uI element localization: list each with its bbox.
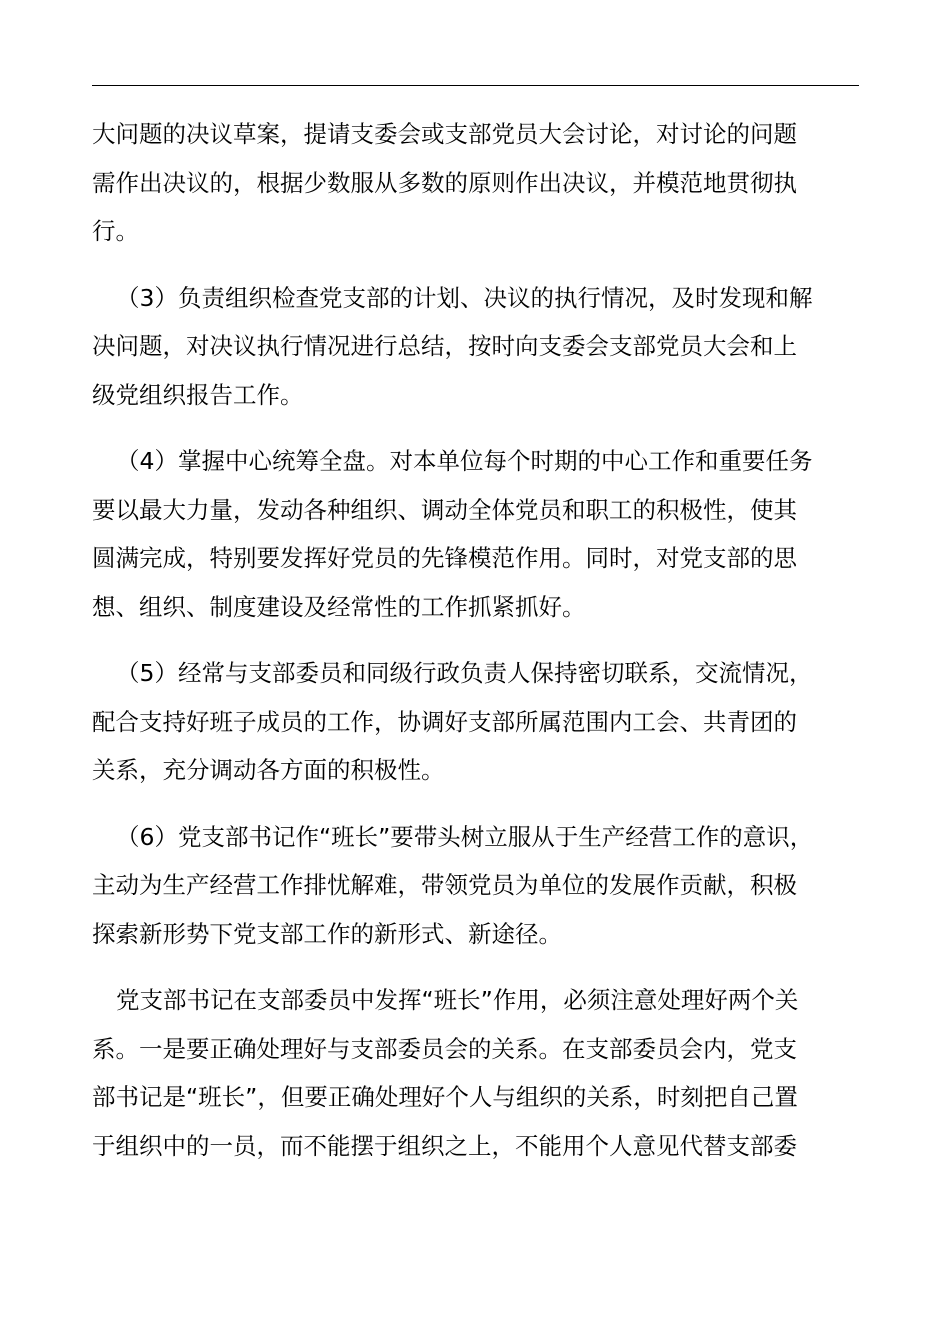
text-line: 党支部书记在支部委员中发挥“班长”作用，必须注意处理好两个关 [116,986,799,1014]
text-line: 级党组织报告工作。 [92,380,304,409]
text-line: 行。 [92,217,139,245]
text-line: （4）掌握中心统筹全盘。对本单位每个时期的中心工作和重要任务 [116,447,813,475]
text-line: 大问题的决议草案，提请支委会或支部党员大会讨论，对讨论的问题 [92,120,797,148]
text-line: 主动为生产经营工作排忧解难，带领党员为单位的发展作贡献，积极 [92,871,797,899]
header-rule [92,85,859,86]
text-line: 探索新形势下党支部工作的新形式、新途径。 [92,919,562,948]
text-line: 要以最大力量，发动各种组织、调动全体党员和职工的积极性，使其 [92,495,797,524]
text-line: （3）负责组织检查党支部的计划、决议的执行情况，及时发现和解 [116,283,813,312]
text-line: 圆满完成，特别要发挥好党员的先锋模范作用。同时，对党支部的思 [92,544,797,572]
text-line: 配合支持好班子成员的工作，协调好支部所属范围内工会、共青团的 [92,707,797,736]
paragraph-item-6 [92,813,859,959]
paragraph-item-4 [92,437,859,631]
text-line: 部书记是“班长”，但要正确处理好个人与组织的关系，时刻把自己置 [92,1083,798,1111]
paragraph-item-3 [92,274,859,420]
text-line: （5）经常与支部委员和同级行政负责人保持密切联系，交流情况， [116,659,813,687]
text-line: 决问题，对决议执行情况进行总结，按时向支委会支部党员大会和上 [92,332,797,360]
text-line: 需作出决议的，根据少数服从多数的原则作出决议，并模范地贯彻执 [92,168,797,197]
paragraph-continuation [92,110,859,256]
text-line: 关系，充分调动各方面的积极性。 [92,756,445,784]
text-line: （6）党支部书记作“班长”要带头树立服从于生产经营工作的意识， [116,822,814,851]
text-line: 系。一是要正确处理好与支部委员会的关系。在支部委员会内，党支 [92,1034,797,1063]
paragraph-item-5 [92,649,859,795]
document-body [92,110,859,1170]
text-line: 想、组织、制度建设及经常性的工作抓紧抓好。 [92,592,586,621]
text-line: 于组织中的一员，而不能摆于组织之上，不能用个人意见代替支部委 [92,1131,797,1160]
paragraph-secretary-role [92,976,859,1170]
